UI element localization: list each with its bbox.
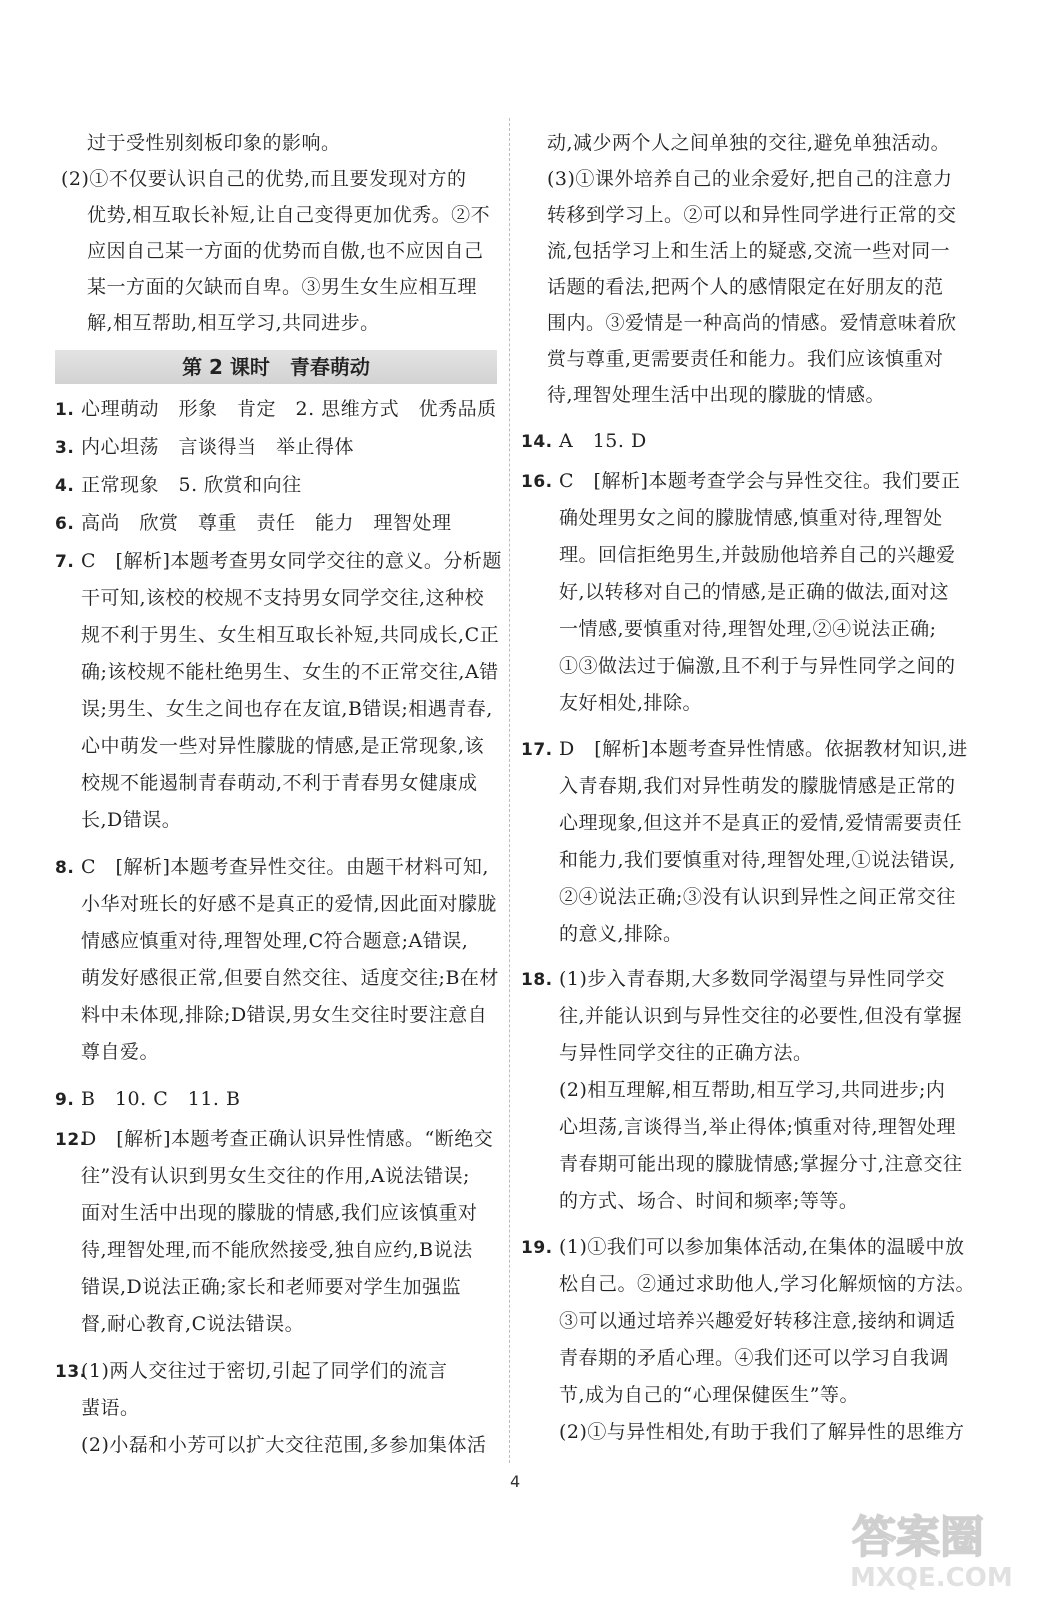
text-line: 解,相互帮助,相互学习,共同进步。 <box>87 312 380 334</box>
text-line: (2)①与异性相处,有助于我们了解异性的思维方 <box>559 1421 965 1443</box>
text-line: 青春期可能出现的朦胧情感;掌握分寸,注意交往 <box>559 1153 963 1175</box>
text-line: 待,理智处理生活中出现的朦胧的情感。 <box>547 384 886 406</box>
text-line: 错误,D说法正确;家长和老师要对学生加强监 <box>81 1276 462 1298</box>
answer-line <box>521 966 971 993</box>
question-number: 18. <box>521 970 553 990</box>
question-number: 9. <box>55 1090 75 1110</box>
answer-line <box>55 396 497 423</box>
text-line: 赏与尊重,更需要责任和能力。我们应该慎重对 <box>547 348 944 370</box>
question-number: 12. <box>55 1130 87 1150</box>
answer-text: (1)步入青春期,大多数同学渴望与异性同学交 <box>559 968 945 990</box>
section-title: 第 2 课时 青春萌动 <box>55 350 497 384</box>
text-line: 围内。③爱情是一种高尚的情感。爱情意味着欣 <box>547 312 957 334</box>
text-line: 青春期的矛盾心理。④我们还可以学习自我调 <box>559 1347 950 1369</box>
answer-line <box>55 1358 497 1385</box>
answer-text: A 15. D <box>559 430 647 452</box>
text-line: 规不利于男生、女生相互取长补短,共同成长,C正 <box>81 624 500 646</box>
answer-line <box>521 428 971 455</box>
answer-line <box>55 854 497 881</box>
text-line: 心理现象,但这并不是真正的爱情,爱情需要责任 <box>559 812 963 834</box>
text-line: ①③做法过于偏激,且不利于与异性同学之间的 <box>559 655 956 677</box>
answer-text: 内心坦荡 言谈得当 举止得体 <box>81 436 355 458</box>
text-line: 确处理男女之间的朦胧情感,慎重对待,理智处 <box>559 507 943 529</box>
text-line: 的方式、场合、时间和频率;等等。 <box>559 1190 859 1212</box>
answer-text: B 10. C 11. B <box>81 1088 241 1110</box>
text-line: 友好相处,排除。 <box>559 692 703 714</box>
question-number: 7. <box>55 552 75 572</box>
question-number: 1. <box>55 400 75 420</box>
text-line: 转移到学习上。②可以和异性同学进行正常的交 <box>547 204 957 226</box>
text-line: 料中未体现,排除;D错误,男女生交往时要注意自 <box>81 1004 488 1026</box>
answer-line <box>521 1234 971 1261</box>
text-line: 心坦荡,言谈得当,举止得体;慎重对待,理智处理 <box>559 1116 957 1138</box>
text-line: 心中萌发一些对异性朦胧的情感,是正常现象,该 <box>81 735 485 757</box>
page-number: 4 <box>510 1472 521 1491</box>
answer-text: (1)两人交往过于密切,引起了同学们的流言 <box>81 1360 448 1382</box>
answer-text: 正常现象 5. 欣赏和向往 <box>81 474 302 496</box>
question-number: 4. <box>55 476 75 496</box>
text-line: (2)①不仅要认识自己的优势,而且要发现对方的 <box>61 168 467 190</box>
text-line: ③可以通过培养兴趣爱好转移注意,接纳和调适 <box>559 1310 956 1332</box>
text-line: 松自己。②通过求助他人,学习化解烦恼的方法。 <box>559 1273 976 1295</box>
text-line: 和能力,我们要慎重对待,理智处理,①说法错误, <box>559 849 956 871</box>
text-line: 蜚语。 <box>81 1397 140 1419</box>
answer-line <box>521 736 971 763</box>
text-line: 节,成为自己的“心理保健医生”等。 <box>559 1384 859 1406</box>
text-line: 督,耐心教育,C说法错误。 <box>81 1313 305 1335</box>
text-line: (2)相互理解,相互帮助,相互学习,共同进步;内 <box>559 1079 946 1101</box>
text-line: 好,以转移对自己的情感,是正确的做法,面对这 <box>559 581 950 603</box>
text-line: 往”没有认识到男女生交往的作用,A说法错误; <box>81 1165 470 1187</box>
answer-line <box>55 1086 497 1113</box>
answer-text: D [解析]本题考查异性情感。依据教材知识,进 <box>559 738 968 760</box>
text-line: 话题的看法,把两个人的感情限定在好朋友的范 <box>547 276 944 298</box>
question-number: 17. <box>521 740 553 760</box>
text-line: 与异性同学交往的正确方法。 <box>559 1042 813 1064</box>
text-line: 情感应慎重对待,理智处理,C符合题意;A错误, <box>81 930 469 952</box>
text-line: 过于受性别刻板印象的影响。 <box>87 132 341 154</box>
text-line: 小华对班长的好感不是真正的爱情,因此面对朦胧 <box>81 893 498 915</box>
question-number: 16. <box>521 472 553 492</box>
watermark-text-top: 答案圈 <box>852 1512 984 1563</box>
text-line: 一情感,要慎重对待,理智处理,②④说法正确; <box>559 618 937 640</box>
answer-text: (1)①我们可以参加集体活动,在集体的温暖中放 <box>559 1236 965 1258</box>
question-number: 19. <box>521 1238 553 1258</box>
question-number: 13. <box>55 1362 87 1382</box>
text-line: 优势,相互取长补短,让自己变得更加优秀。②不 <box>87 204 491 226</box>
text-line: 应因自己某一方面的优势而自傲,也不应因自己 <box>87 240 484 262</box>
question-number: 14. <box>521 432 553 452</box>
answer-line <box>521 468 971 495</box>
watermark-text-bottom: MXQE.COM <box>850 1563 1013 1592</box>
text-line: 理。回信拒绝男生,并鼓励他培养自己的兴趣爱 <box>559 544 956 566</box>
answer-line <box>55 1126 497 1153</box>
text-line: 校规不能遏制青春萌动,不利于青春男女健康成 <box>81 772 478 794</box>
question-number: 3. <box>55 438 75 458</box>
text-line: 流,包括学习上和生活上的疑惑,交流一些对同一 <box>547 240 951 262</box>
text-line: 长,D错误。 <box>81 809 182 831</box>
text-line: 萌发好感很正常,但要自然交往、适度交往;B在材 <box>81 967 499 989</box>
text-line: (3)①课外培养自己的业余爱好,把自己的注意力 <box>547 168 953 190</box>
text-line: 面对生活中出现的朦胧的情感,我们应该慎重对 <box>81 1202 478 1224</box>
text-line: 往,并能认识到与异性交往的必要性,但没有掌握 <box>559 1005 963 1027</box>
text-line: ②④说法正确;③没有认识到异性之间正常交往 <box>559 886 956 908</box>
text-line: 动,减少两个人之间单独的交往,避免单独活动。 <box>547 132 951 154</box>
answer-text: 高尚 欣赏 尊重 责任 能力 理智处理 <box>81 512 452 534</box>
answer-line <box>55 548 502 575</box>
text-line: 的意义,排除。 <box>559 923 683 945</box>
answer-text: D [解析]本题考查正确认识异性情感。“断绝交 <box>81 1128 494 1150</box>
answer-text: C [解析]本题考查学会与异性交往。我们要正 <box>559 470 961 492</box>
text-line: (2)小磊和小芳可以扩大交往范围,多参加集体活 <box>81 1434 487 1456</box>
answer-line <box>55 510 497 537</box>
text-line: 待,理智处理,而不能欣然接受,独自应约,B说法 <box>81 1239 473 1261</box>
text-line: 入青春期,我们对异性萌发的朦胧情感是正常的 <box>559 775 956 797</box>
answer-text: C [解析]本题考查男女同学交往的意义。分析题 <box>81 550 502 572</box>
text-line: 确;该校规不能杜绝男生、女生的不正常交往,A错 <box>81 661 499 683</box>
question-number: 6. <box>55 514 75 534</box>
text-line: 误;男生、女生之间也存在友谊,B错误;相遇青春, <box>81 698 493 720</box>
answer-line <box>55 472 497 499</box>
answer-text: 心理萌动 形象 肯定 2. 思维方式 优秀品质 <box>81 398 497 420</box>
answer-text: C [解析]本题考查异性交往。由题干材料可知, <box>81 856 489 878</box>
text-line: 干可知,该校的校规不支持男女同学交往,这种校 <box>81 587 485 609</box>
answer-line <box>55 434 497 461</box>
watermark-logo <box>840 1500 1030 1592</box>
column-divider <box>509 118 510 1463</box>
question-number: 8. <box>55 858 75 878</box>
text-line: 尊自爱。 <box>81 1041 160 1063</box>
text-line: 某一方面的欠缺而自卑。③男生女生应相互理 <box>87 276 478 298</box>
